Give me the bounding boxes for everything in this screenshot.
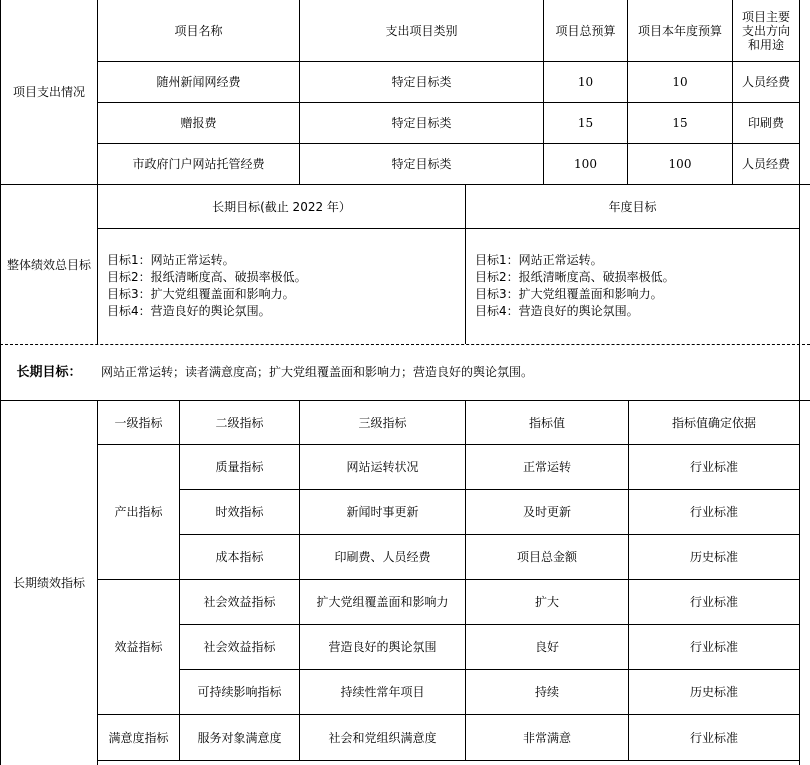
header-total-budget: 项目总预算 — [555, 23, 616, 38]
expense-row-2-category: 特定目标类 — [391, 116, 452, 130]
annual-goal-item: 目标1：网站正常运转。 — [475, 253, 603, 267]
indicator-row-3-level2: 成本指标 — [215, 550, 264, 564]
indicator-row-2-level2: 时效指标 — [215, 505, 264, 519]
annual-goal-item: 目标3：扩大党组覆盖面和影响力。 — [475, 287, 663, 301]
indicator-row-7-basis: 行业标准 — [689, 730, 738, 745]
indicator-row-1-level2: 质量指标 — [215, 460, 264, 474]
long-term-indicator-label: 长期绩效指标 — [12, 576, 85, 590]
expense-row-1-name: 随州新闻网经费 — [156, 75, 241, 89]
header-level1-indicator: 一级指标 — [114, 415, 163, 430]
indicator-row-2-value: 及时更新 — [522, 505, 571, 519]
expense-row-3-name: 市政府门户网站托管经费 — [132, 157, 265, 171]
expense-row-3-category: 特定目标类 — [391, 157, 452, 171]
annual-goal-item: 目标4：营造良好的舆论氛围。 — [475, 304, 639, 318]
expense-row-2-total: 15 — [577, 116, 594, 130]
expense-row-3-total: 100 — [574, 157, 597, 171]
expense-section-label: 项目支出情况 — [12, 85, 85, 99]
expense-row-1-category: 特定目标类 — [391, 75, 452, 89]
indicator-row-7-level2: 服务对象满意度 — [197, 730, 282, 745]
indicator-row-6-level3: 持续性常年项目 — [340, 685, 425, 699]
level1-output: 产出指标 — [114, 505, 163, 519]
indicator-row-4-level2: 社会效益指标 — [203, 595, 276, 609]
long-term-goal-item: 目标2：报纸清晰度高、破损率极低。 — [107, 270, 307, 284]
indicator-row-4-value: 扩大 — [534, 595, 559, 609]
indicator-row-2-level3: 新闻时事更新 — [346, 505, 419, 519]
expense-row-2-use: 印刷费 — [747, 116, 784, 130]
indicator-row-6-basis: 历史标准 — [689, 685, 738, 699]
indicator-row-3-basis: 历史标准 — [689, 550, 738, 564]
expense-row-2-annual: 15 — [672, 116, 688, 130]
indicator-row-5-basis: 行业标准 — [689, 640, 738, 654]
header-level3-indicator: 三级指标 — [358, 415, 407, 430]
header-expense-category: 支出项目类别 — [385, 23, 458, 38]
overall-goal-label: 整体绩效总目标 — [6, 257, 91, 272]
header-project-name: 项目名称 — [174, 23, 223, 38]
indicator-row-7-level3: 社会和党组织满意度 — [328, 730, 437, 745]
indicator-row-5-value: 良好 — [534, 640, 559, 654]
header-main-use: 项目主要 支出方向 和用途 — [741, 9, 790, 52]
expense-row-3-annual: 100 — [668, 157, 692, 171]
header-level2-indicator: 二级指标 — [215, 415, 264, 430]
indicator-row-3-level3: 印刷费、人员经费 — [334, 550, 431, 564]
expense-row-1-total: 10 — [577, 75, 594, 89]
expense-row-3-use: 人员经费 — [741, 157, 790, 171]
indicator-row-1-basis: 行业标准 — [689, 460, 738, 474]
indicator-row-7-value: 非常满意 — [522, 730, 571, 745]
indicator-row-4-level3: 扩大党组覆盖面和影响力 — [316, 595, 449, 609]
long-term-goal-item: 目标4：营造良好的舆论氛围。 — [107, 304, 271, 318]
indicator-row-4-basis: 行业标准 — [689, 595, 738, 609]
indicator-row-5-level3: 营造良好的舆论氛围 — [328, 640, 437, 654]
long-term-goal-item: 目标3：扩大党组覆盖面和影响力。 — [107, 287, 295, 301]
level1-benefit: 效益指标 — [114, 640, 163, 654]
indicator-row-3-value: 项目总金额 — [516, 550, 577, 564]
header-annual-budget: 项目本年度预算 — [637, 23, 722, 38]
long-term-target-label: 长期目标： — [16, 364, 82, 380]
level1-satisfaction: 满意度指标 — [108, 730, 169, 745]
indicator-row-5-level2: 社会效益指标 — [203, 640, 276, 654]
long-term-target-text: 网站正常运转；读者满意度高；扩大党组覆盖面和影响力；营造良好的舆论氛围。 — [101, 365, 534, 379]
indicator-row-6-level2: 可持续影响指标 — [197, 685, 282, 699]
indicator-row-1-value: 正常运转 — [522, 460, 571, 474]
header-indicator-value: 指标值 — [528, 415, 565, 430]
indicator-row-2-basis: 行业标准 — [689, 505, 738, 519]
indicator-row-6-value: 持续 — [534, 685, 559, 699]
annual-goal-header: 年度目标 — [608, 199, 657, 214]
expense-row-1-annual: 10 — [672, 75, 688, 89]
expense-row-2-name: 赠报费 — [180, 116, 217, 130]
long-term-goal-header: 长期目标(截止 2022 年） — [212, 199, 351, 214]
long-term-goal-item: 目标1：网站正常运转。 — [107, 253, 235, 267]
annual-goal-item: 目标2：报纸清晰度高、破损率极低。 — [475, 270, 675, 284]
expense-row-1-use: 人员经费 — [741, 75, 790, 89]
indicator-row-1-level3: 网站运转状况 — [346, 460, 419, 474]
header-value-basis: 指标值确定依据 — [671, 415, 756, 430]
